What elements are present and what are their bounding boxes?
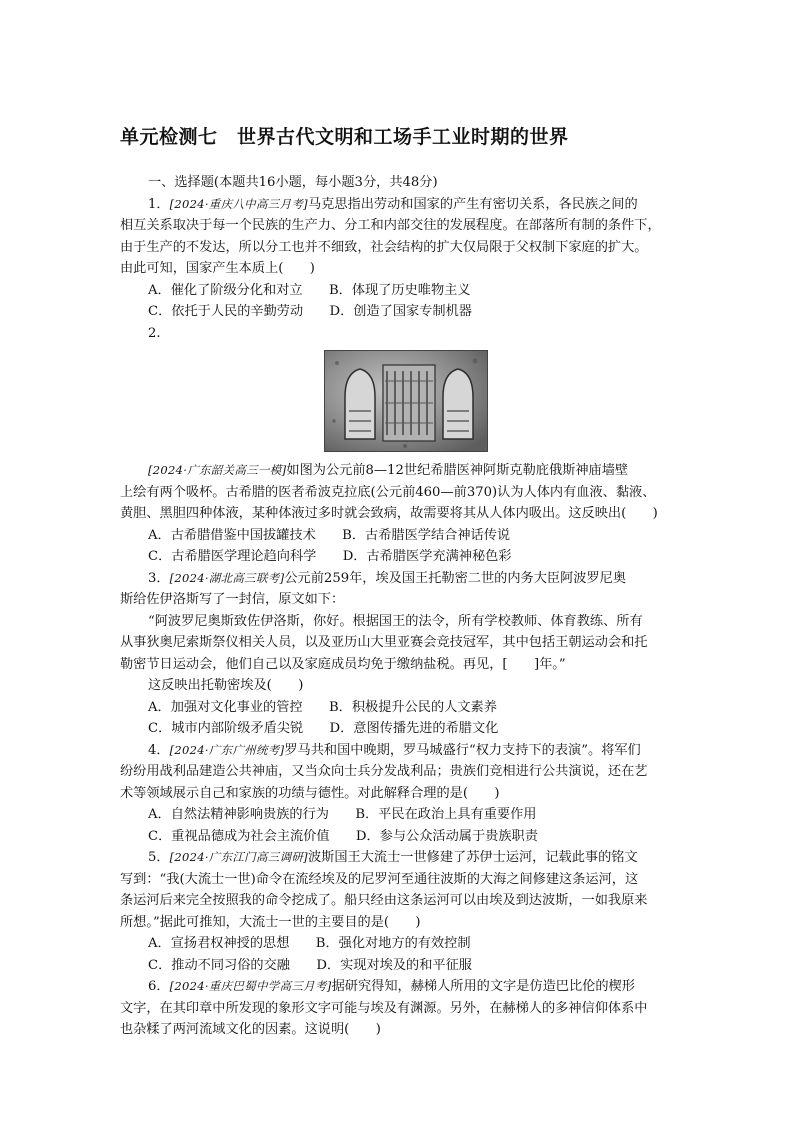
question-text: 相互关系取决于每一个民族的生产力、分工和内部交往的发展程度。在部落所有制的条件下， (120, 218, 661, 233)
question-text: 条运河后来完全按照我的命令挖成了。船只经由这条运河可以由埃及到达波斯，一如我原来 (120, 893, 648, 908)
question-text: 所想。”据此可推知，大流士一世的主要目的是( ) (120, 914, 421, 930)
question-text: 文字，在其印章中所发现的象形文字可能与埃及有渊源。另外，在赫梯人的多神信仰体系中 (120, 1000, 648, 1016)
question-text: 斯给佐伊洛斯写了一封信，原文如下： (120, 592, 345, 607)
question-number: 6． (148, 979, 170, 994)
question-number: 5． (148, 850, 170, 865)
relief-image-cupping-cups (324, 350, 488, 452)
question-number: 2. (148, 325, 161, 341)
answer-option-row[interactable]: C．古希腊医学理论趋向科学 D．古希腊医学充满神秘色彩 (148, 549, 512, 564)
quote-text: 从事狄奥尼索斯祭仪相关人员，以及亚历山大里亚赛会竞技冠军，其中包括王朝运动会和托 (120, 635, 648, 650)
question-source: [2024·湖北高三联考] (169, 570, 285, 585)
question-number: 1． (148, 196, 170, 212)
question-text: 黄胆、黑胆四种体液，某种体液过多时就会致病，故需要将其从人体内吸出。这反映出( ) (120, 506, 658, 521)
answer-option-row[interactable]: A．催化了阶级分化和对立 B．体现了历史唯物主义 (148, 282, 471, 298)
question-number: 4． (148, 742, 170, 758)
quote-text: “阿波罗尼奥斯致佐伊洛斯，你好。根据国王的法令，所有学校教师、体育教练、所有 (148, 613, 643, 629)
question-text: 公元前259年，埃及国王托勒密二世的内务大臣阿波罗尼奥 (284, 570, 627, 586)
question-source: [2024·广东广州统考] (169, 742, 285, 757)
page-title: 单元检测七 世界古代文明和工场手工业时期的世界 (120, 126, 569, 148)
question-text: 由此可知，国家产生本质上( ) (120, 261, 315, 276)
question-text: 据研究得知，赫梯人所用的文字是仿造巴比伦的楔形 (331, 979, 635, 994)
question-text: 如图为公元前8—12世纪希腊医神阿斯克勒庇俄斯神庙墙壁 (286, 463, 629, 478)
answer-option-row[interactable]: A．自然法精神影响贵族的行为 B．平民在政治上具有重要作用 (148, 807, 537, 822)
question-5-line-1 (120, 847, 692, 869)
question-text: 罗马共和国中晚期，罗马城盛行“权力支持下的表演”。将军们 (284, 742, 641, 758)
question-source: [2024·重庆八中高三月考] (169, 196, 308, 211)
question-1-line-1 (120, 194, 692, 216)
question-source: [2024·广东韶关高三一模] (148, 463, 287, 477)
answer-option-row[interactable]: C．依托于人民的辛勤劳动 D．创造了国家专制机器 (148, 304, 472, 319)
answer-option-row[interactable]: A．宣扬君权神授的思想 B．强化对地方的有效控制 (148, 936, 471, 951)
answer-option-row[interactable]: C．重视品德成为社会主流价值 D．参与公众活动属于贵族职责 (148, 828, 538, 844)
question-stem: 这反映出托勒密埃及( ) (148, 678, 304, 693)
section-header: 一、选择题(本题共16小题，每小题3分，共48分) (148, 175, 438, 190)
question-3-line-1 (120, 568, 692, 590)
question-number: 3． (148, 570, 170, 586)
question-3 (120, 568, 692, 740)
answer-option-row[interactable]: C．推动不同习俗的交融 D．实现对埃及的和平征服 (148, 957, 472, 973)
answer-option-row[interactable]: A．加强对文化事业的管控 B．积极提升公民的人文素养 (148, 699, 497, 715)
question-source: [2024·重庆巴蜀中学高三月考] (169, 979, 332, 993)
question-text: 上绘有两个吸杯。古希腊的医者希波克拉底(公元前460—前370)认为人体内有血液、黏液、 (120, 484, 656, 500)
question-6-line-1 (120, 976, 692, 998)
question-1 (120, 194, 692, 323)
figure-container (120, 350, 692, 452)
question-4 (120, 740, 692, 848)
question-text: 也杂糅了两河流域文化的因素。这说明( ) (120, 1022, 381, 1037)
question-text: 术等领域展示自己和家族的功绩与德性。对此解释合理的是( ) (120, 785, 500, 801)
answer-option-row[interactable]: C．城市内部阶级矛盾尖锐 D．意图传播先进的希腊文化 (148, 721, 499, 736)
question-text: 马克思指出劳动和国家的产生有密切关系，各民族之间的 (307, 196, 638, 212)
question-text: 写到：“我(大流士一世)命令在流经埃及的尼罗河至通往波斯的大海之间修建这条运河，这 (120, 871, 639, 887)
quote-text: 勒密节日运动会，他们自己以及家庭成员均免于缴纳盐税。再见，[ ]年。” (120, 656, 566, 672)
question-text: 由于生产的不发达，所以分工也并不细致，社会结构的扩大仅局限于父权制下家庭的扩大。 (120, 239, 648, 255)
question-source: [2024·广东江门高三调研] (169, 850, 308, 864)
question-2-line-1 (120, 460, 692, 482)
question-6 (120, 976, 692, 1041)
question-text: 波斯国王大流士一世修建了苏伊士运河，记载此事的铭文 (307, 850, 638, 865)
question-5 (120, 847, 692, 976)
question-4-line-1 (120, 740, 692, 762)
question-list (120, 172, 692, 1041)
question-2 (120, 323, 692, 568)
question-text: 纷纷用战利品建造公共神庙，又当众向士兵分发战利品；贵族们竞相进行公共演说，还在艺 (120, 764, 648, 779)
answer-option-row[interactable]: A．古希腊借鉴中国拔罐技术 B．古希腊医学结合神话传说 (148, 527, 511, 543)
